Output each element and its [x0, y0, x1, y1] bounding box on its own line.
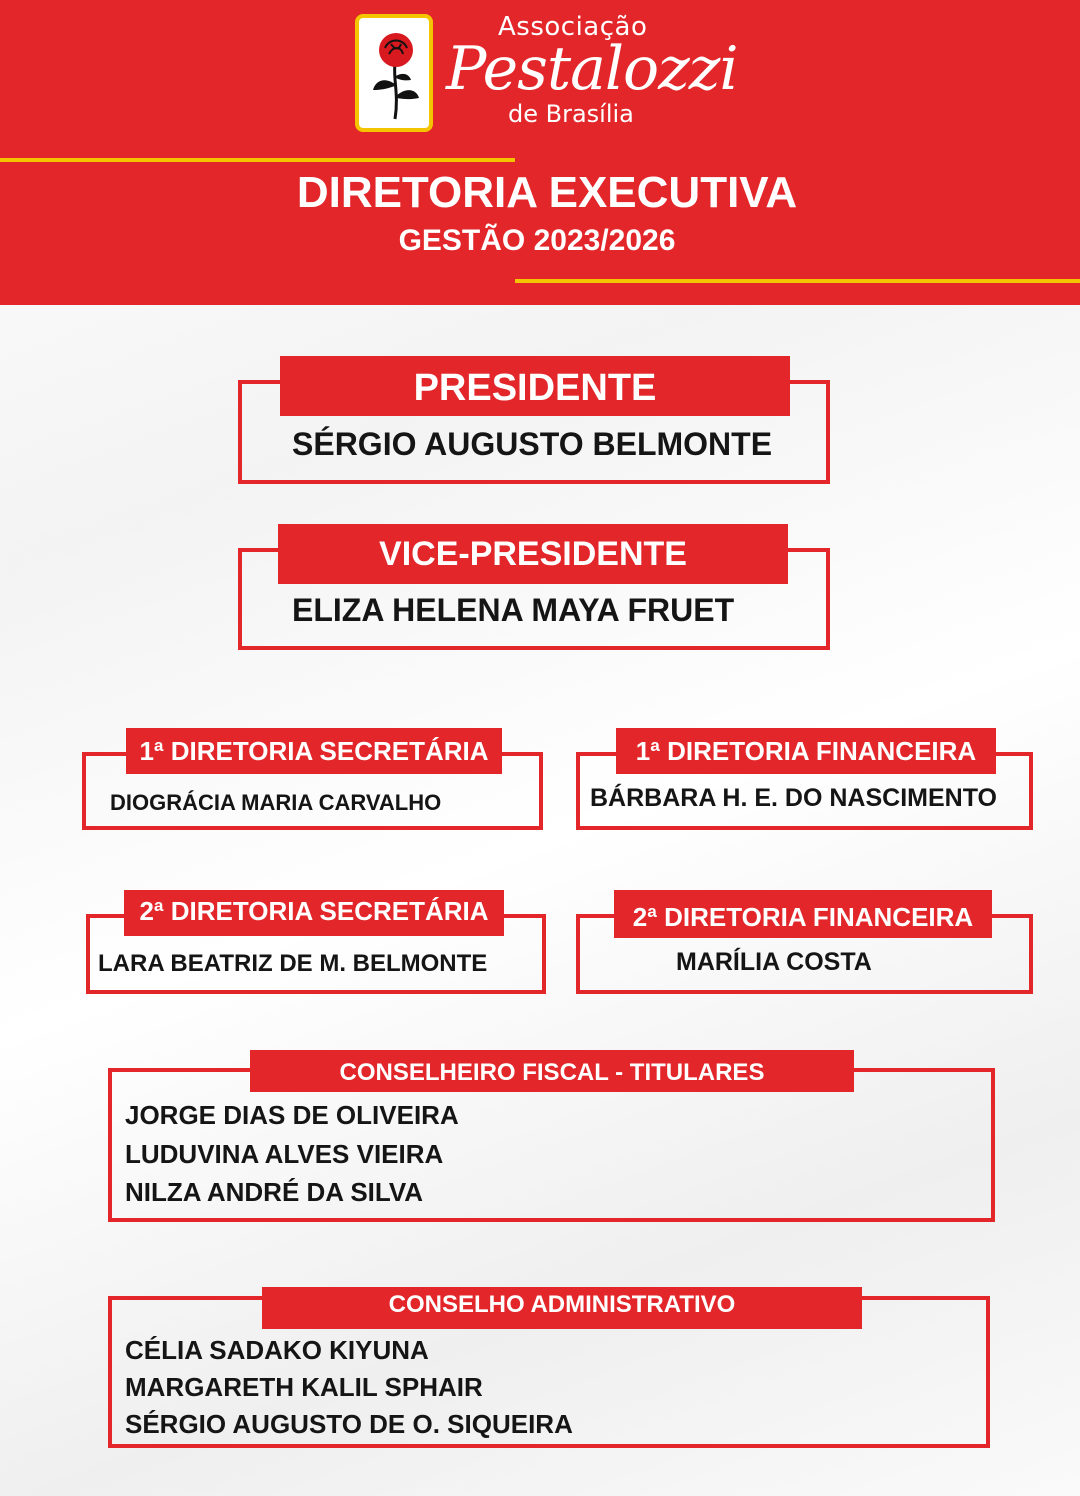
tab-conselho-fiscal: CONSELHEIRO FISCAL - TITULARES — [250, 1050, 854, 1092]
brand-name: Pestalozzi — [446, 34, 738, 104]
logo — [355, 14, 433, 132]
list-item: CÉLIA SADAKO KIYUNA — [125, 1335, 429, 1365]
name-financeira-1: BÁRBARA H. E. DO NASCIMENTO — [590, 784, 997, 812]
list-item: SÉRGIO AUGUSTO DE O. SIQUEIRA — [125, 1409, 573, 1439]
name-secretaria-2: LARA BEATRIZ DE M. BELMONTE — [98, 950, 488, 977]
tab-financeira-2: 2ª DIRETORIA FINANCEIRA — [614, 890, 992, 938]
gold-divider-top — [0, 158, 515, 162]
tab-conselho-admin: CONSELHO ADMINISTRATIVO — [262, 1287, 862, 1329]
name-vice-presidente: ELIZA HELENA MAYA FRUET — [292, 592, 735, 628]
list-conselho-admin — [125, 1332, 573, 1443]
tab-vice-presidente: VICE-PRESIDENTE — [278, 524, 788, 584]
tab-presidente: PRESIDENTE — [280, 356, 790, 416]
tab-secretaria-1: 1ª DIRETORIA SECRETÁRIA — [126, 728, 502, 774]
gold-divider-bottom — [515, 279, 1080, 283]
list-conselho-fiscal — [125, 1096, 459, 1212]
brand-location: de Brasília — [508, 100, 634, 128]
rose-icon — [365, 24, 427, 124]
list-item: NILZA ANDRÉ DA SILVA — [125, 1177, 424, 1207]
page-title: DIRETORIA EXECUTIVA — [296, 168, 798, 217]
list-item: JORGE DIAS DE OLIVEIRA — [125, 1100, 459, 1130]
page-subtitle: GESTÃO 2023/2026 — [398, 224, 676, 257]
list-item: MARGARETH KALIL SPHAIR — [125, 1372, 483, 1402]
brand-association: Associação — [498, 12, 648, 42]
name-presidente: SÉRGIO AUGUSTO BELMONTE — [292, 426, 773, 462]
header-banner — [0, 0, 1080, 305]
tab-secretaria-2: 2ª DIRETORIA SECRETÁRIA — [124, 890, 504, 936]
tab-financeira-1: 1ª DIRETORIA FINANCEIRA — [616, 728, 996, 774]
list-item: LUDUVINA ALVES VIEIRA — [125, 1138, 444, 1169]
name-secretaria-1: DIOGRÁCIA MARIA CARVALHO — [110, 790, 442, 815]
name-financeira-2: MARÍLIA COSTA — [676, 948, 872, 976]
